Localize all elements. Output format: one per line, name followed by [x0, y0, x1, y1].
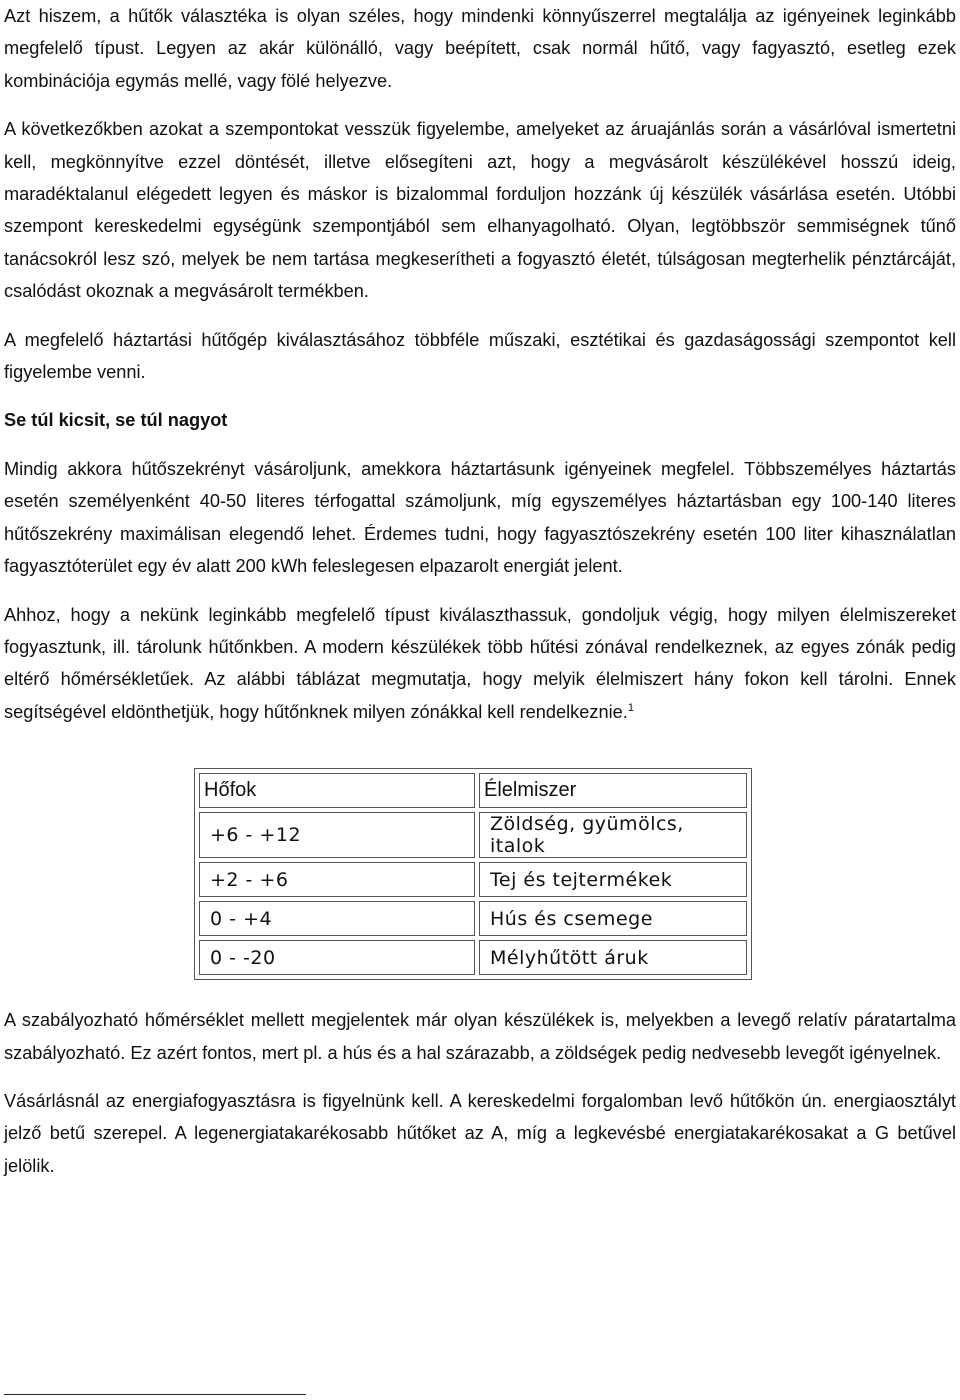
table-row: [199, 812, 747, 858]
temperature-cell: +6 - +12: [199, 812, 475, 858]
paragraph-gap: [4, 308, 956, 324]
footnote-separator: [4, 1394, 306, 1395]
size-paragraph: Mindig akkora hűtőszekrényt vásároljunk, amekkora háztartásunk igényeinek megfelel. Többszemélyes háztartás esetén személyenként 40-50 literes térfogattal számoljunk, míg egyszemélyes háztartásban egy 100-140 literes hűtőszekrény maximálisan elegendő lehet. Érdemes tudni, hogy fagyasztószekrény esetén 100 liter kihasználatlan fagyasztóterület egy év alatt 200 kWh feleslegesen elpazarolt energiát jelent.: [4, 458, 956, 577]
intro-paragraph: Azt hiszem, a hűtők választéka is olyan széles, hogy mindenki könnyűszerrel megtalálja az igényeinek leginkább megfelelő típust. Legyen az akár különálló, vagy beépített, csak normál hűtő, vagy fagyasztó, esetleg ezek kombinációja egymás mellé, vagy fölé helyezve.: [4, 6, 956, 91]
humidity-paragraph: A szabályozható hőmérséklet mellett megjelentek már olyan készülékek is, melyekben a levegő relatív páratartalma szabályozható. Ez azért fontos, mert pl. a hús és a hal szárazabb, a zöldségek pedig nedvesebb levegőt igényelnek.: [4, 1010, 956, 1063]
energy-paragraph: Vásárlásnál az energiafogyasztásra is figyelnünk kell. A kereskedelmi forgalomban levő hűtőkön ún. energiaosztályt jelző betű szerepel. A legenergiatakarékosabb hűtőket az A, míg a legkevésbé energiatakarékosakat a G betűvel jelölik.: [4, 1090, 956, 1176]
table-header-row: [199, 773, 747, 808]
paragraph-gap: [4, 97, 956, 113]
document-page: [4, 0, 956, 1182]
section-heading: Se túl kicsit, se túl nagyot: [4, 410, 228, 431]
paragraph-gap: [4, 1069, 956, 1085]
temperature-cell: 0 - +4: [199, 901, 475, 936]
storage-table-wrapper: [194, 768, 956, 980]
temperature-cell: +2 - +6: [199, 862, 475, 897]
temperature-cell: 0 - -20: [199, 940, 475, 975]
header-temperature: Hőfok: [199, 773, 475, 808]
paragraph-gap: [4, 980, 956, 1004]
food-cell: Mélyhűtött áruk: [479, 940, 747, 975]
food-cell: Tej és tejtermékek: [479, 862, 747, 897]
zones-paragraph: [4, 599, 956, 729]
paragraph-gap: [4, 388, 956, 404]
table-row: [199, 901, 747, 936]
selection-criteria-paragraph: A megfelelő háztartási hűtőgép kiválasztásához többféle műszaki, esztétikai és gazdaságossági szempontot kell figyelembe venni.: [4, 329, 956, 383]
header-food: Élelmiszer: [479, 773, 747, 808]
table-row: [199, 940, 747, 975]
table-row: [199, 862, 747, 897]
food-cell: Hús és csemege: [479, 901, 747, 936]
zones-paragraph-text: Ahhoz, hogy a nekünk leginkább megfelelő típust kiválaszthassuk, gondoljuk végig, hogy milyen élelmiszereket fogyasztunk, ill. tárolunk hűtőnkben. A modern készülékek több hűtési zónával rendelkeznek, az egyes zónák pedig eltérő hőmérsékletűek. Az alábbi táblázat megmutatja, hogy melyik élelmiszert hány fokon kell tárolni. Ennek segítségével eldönthetjük, hogy hűtőnknek milyen zónákkal kell rendelkeznie.: [4, 604, 956, 722]
storage-temperature-table: [194, 768, 752, 980]
considerations-paragraph: A következőkben azokat a szempontokat vesszük figyelembe, amelyeket az áruajánlás során a vásárlóval ismertetni kell, megkönnyítve ezzel döntését, illetve elősegíteni azt, hogy a megvásárolt készülékével hosszú ideig, maradéktalanul elégedett legyen és máskor is bizalommal forduljon hozzánk új készülék vásárlása esetén. Utóbbi szempont kereskedelmi egységünk szempontjából sem elhanyagolható. Olyan, legtöbbször semmiségnek tűnő tanácsokról lesz szó, melyek be nem tartása megkeserítheti a fogyasztó életét, túlságosan megterhelik pénztárcáját, csalódást okoznak a megvásárolt termékben.: [4, 119, 956, 302]
paragraph-gap: [4, 583, 956, 599]
paragraph-gap: [4, 437, 956, 453]
footnote-reference[interactable]: 1: [627, 701, 634, 714]
food-cell: Zöldség, gyümölcs, italok: [479, 812, 747, 858]
